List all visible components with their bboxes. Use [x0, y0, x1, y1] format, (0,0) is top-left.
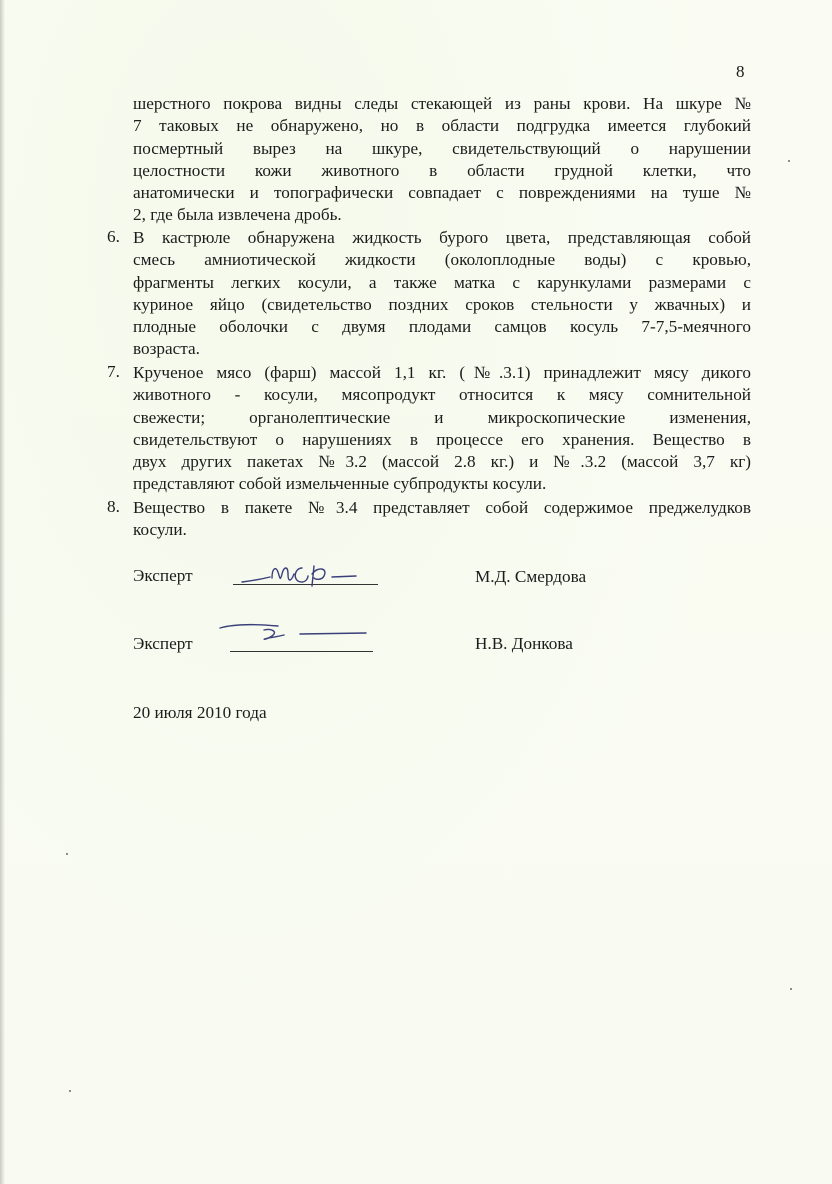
handwritten-signature-smerdova — [236, 560, 376, 590]
text-line: фрагменты легких косули, а также матка с карункулами размерами с — [133, 272, 751, 292]
item-number: 8. — [107, 497, 120, 516]
text-line: представляют собой измельченные субпродукты косули. — [133, 474, 547, 494]
text-line: Вещество в пакете №3.4 представляет собой содержимое преджелудков — [133, 498, 751, 517]
text-line: посмертный вырез на шкуре, свидетельствующий о нарушении — [133, 138, 751, 158]
text-line: В кастрюле обнаружена жидкость бурого цвета, представляющая собой — [133, 228, 751, 247]
text-line: свидетельствуют о нарушениях в процессе его хранения. Вещество в — [133, 429, 751, 449]
text-line: косули. — [133, 520, 187, 540]
item-paragraph — [133, 497, 751, 542]
text-line: целостности кожи животного в области грудной клетки, что — [133, 160, 751, 180]
scan-speck — [788, 160, 790, 162]
expert-name: Н.В. Донкова — [475, 634, 573, 653]
text-line: Крученое мясо (фарш) массой 1,1 кг. (№.3.1) принадлежит мясу дикого — [133, 363, 751, 382]
item-number: 6. — [107, 227, 120, 246]
item-paragraph — [133, 227, 751, 361]
text-line: смесь амниотической жидкости (околоплодные воды) с кровью, — [133, 250, 751, 270]
page-number: 8 — [736, 62, 745, 81]
handwritten-signature-donkova — [216, 618, 376, 648]
text-line: куриное яйцо (свидетельство поздних сроков стельности у жвачных) и — [133, 294, 751, 314]
text-line: анатомически и топографически совпадает с повреждениями на туше № — [133, 183, 751, 203]
scan-speck — [69, 1090, 71, 1092]
expert-label: Эксперт — [133, 634, 193, 653]
expert-name: М.Д. Смердова — [475, 567, 587, 586]
text-line: животного - косули, мясопродукт относится к мясу сомнительной — [133, 385, 751, 405]
item-paragraph — [133, 362, 751, 496]
text-line: плодные оболочки с двумя плодами самцов косуль 7-7,5-меячного — [133, 317, 751, 337]
text-line: шерстного покрова видны следы стекающей из раны крови. На шкуре № — [133, 94, 751, 113]
expert-label: Эксперт — [133, 566, 193, 585]
document-date: 20 июля 2010 года — [133, 703, 267, 722]
text-line: 2, где была извлечена дробь. — [133, 205, 342, 225]
text-line: 7 таковых не обнаружено, но в области подгрудка имеется глубокий — [133, 116, 751, 136]
scan-edge-shadow — [0, 0, 5, 1184]
scan-speck — [66, 853, 68, 855]
text-line: возраста. — [133, 339, 200, 359]
item-number: 7. — [107, 362, 120, 381]
signature-line — [230, 651, 373, 652]
text-line: свежести; органолептические и микроскопические изменения, — [133, 407, 751, 427]
scan-speck — [790, 988, 792, 990]
text-line: двух других пакетах №3.2 (массой 2.8 кг.) и №.3.2 (массой 3,7 кг) — [133, 452, 751, 472]
intro-paragraph — [133, 93, 751, 227]
